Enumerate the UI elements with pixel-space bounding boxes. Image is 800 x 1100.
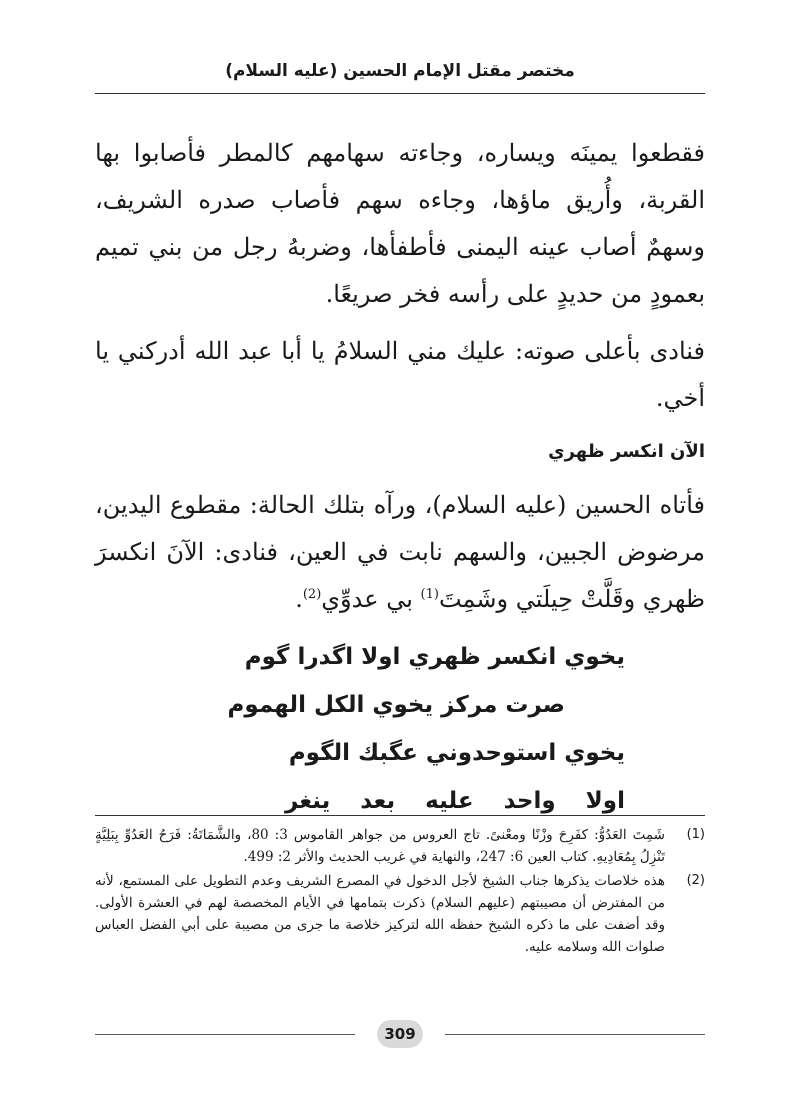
footer-rule-right [445,1034,705,1035]
footnote-2-text: هذه خلاصات يذكرها جناب الشيخ لأجل الدخول في المصرع الشريف وعدم التطويل على المستمع، لأنه من المفترض أن مصيبتهم (عليهم السلام) ذكرت بتمامها في الأيام المخصصة لهم في العشرة الأولى. وقد أضفت على ما ذكره الشيخ حفظه الله لتركيز خلاصة ما جرى من مصيبة على أبي الفضل العباس صلوات الله وسلامه عليه. [95,873,665,955]
section-subheading: الآن انكسر ظهري [548,441,705,462]
poem-verse-4: اولا واحد عليه بعد ينغر [284,788,625,814]
footnote-1 [95,824,705,868]
poem-verse-2: صرت مركز يخوي الكل الهموم [227,692,565,718]
footnote-ref-2[interactable]: (2) [302,587,322,602]
main-body [95,130,705,825]
footnotes-list [95,824,705,960]
paragraph-2: فنادى بأعلى صوته: عليك مني السلامُ يا أبا عبد الله أدركني يا أخي. [95,337,705,412]
paragraph-3-text-b: بي عدوِّي [321,585,421,613]
footnote-2-number: (2) [686,873,705,888]
footnote-ref-1[interactable]: (1) [420,587,439,602]
footnote-2 [95,870,705,958]
footnote-divider [95,815,705,816]
page-number-badge: 309 [377,1020,423,1048]
page-number-footer [95,1020,705,1050]
footer-rule-left [95,1034,355,1035]
paragraph-3 [95,482,705,623]
header-divider [95,93,705,94]
paragraph-3-text-c: . [295,585,303,613]
paragraph-3-text-a: فأتاه الحسين (عليه السلام)، ورآه بتلك الحالة: مقطوع اليدين، مرضوض الجبين، والسهم نابت في العين، فنادى: الآنَ انكسرَ ظهري وقَلَّتْ حِيلَتي وشَمِتَ [95,491,705,613]
poem-verses [95,633,705,825]
footnote-1-text: شَمِتَ العَدُوُّ: كفَرِحَ وزْنًا ومعْنىً. تاج العروس من جواهر القاموس 3: 80، والشَّمَاتَةُ: فَرَحُ العَدُوِّ بِبَلِيَّةٍ تَنْزِلُ بِمُعَادِيهِ. كتاب العين 6: 247، والنهاية في غريب الحديث والأثر 2: 499. [95,827,665,865]
running-header-title: مختصر مقتل الإمام الحسين (عليه السلام) [225,61,575,81]
poem-verse-1: يخوي انكسر ظهري اولا اگدرا گوم [244,644,625,670]
paragraph-1: فقطعوا يمينَه ويساره، وجاءته سهامهم كالمطر فأصابوا بها القربة، وأُريق ماؤها، وجاءه سهم فأصاب صدره الشريف، وسهمٌ أصاب عينه اليمنى فأطفأها، وضربهُ رجل من بني تميم بعمودٍ من حديدٍ على رأسه فخر صريعًا. [95,139,705,308]
footnote-1-number: (1) [686,827,705,842]
poem-verse-3: يخوي استوحدوني عگبك الگوم [288,740,625,766]
